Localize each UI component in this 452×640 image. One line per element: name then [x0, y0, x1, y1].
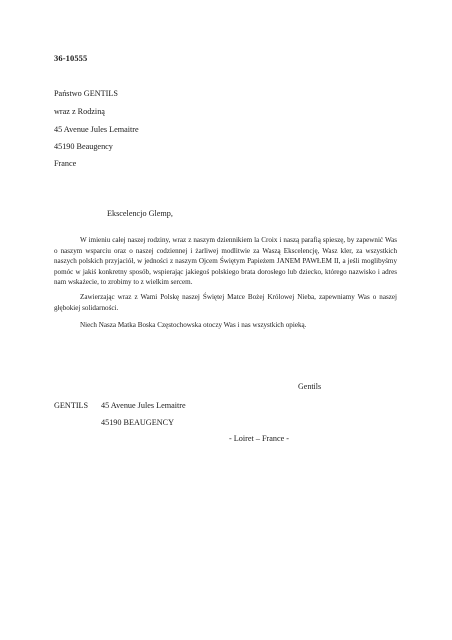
signature: Gentils — [298, 382, 322, 391]
body-paragraph-3: Niech Nasza Matka Boska Częstochowska otoczy Was i nas wszystkich opieką. — [80, 321, 307, 329]
recipient-country: France — [54, 159, 77, 168]
recipient-street: 45 Avenue Jules Lemaitre — [54, 125, 139, 134]
recipient-city: 45190 Beaugency — [54, 142, 113, 151]
body-paragraph-1: W imieniu całej naszej rodziny, wraz z naszym dziennikiem la Croix i naszą parafią spieszę, by zapewnić Was o naszym wsparciu oraz o naszej codziennej i żarliwej modlitwie za Waszą Ekscelencję, Wasz kler, za wszystkich naszych polskich przyjaciół, w jedności z naszym Ojcem Świętym Papieżem JANEM PAWŁEM II, a jeśli moglibyśmy pomóc w jakiś konkretny sposób, wspierając jakiegoś polskiego brata dorosłego lub dziecko, którego nazwisko i adres nam wskażecie, to zrobimy to z wielkim sercem. — [54, 236, 397, 287]
recipient-name: Państwo GENTILS — [54, 89, 118, 98]
sender-street: 45 Avenue Jules Lemaitre — [101, 401, 186, 410]
sender-region: - Loiret – France - — [229, 434, 290, 443]
sender-name: GENTILS — [54, 401, 89, 410]
sender-city: 45190 BEAUGENCY — [101, 418, 175, 427]
body-paragraph-2: Zawierzając wraz z Wami Polskę naszej Świętej Matce Bożej Królowej Nieba, zapewniamy Was o naszej głębokiej solidarności. — [54, 293, 397, 312]
recipient-line2: wraz z Rodziną — [54, 107, 105, 116]
reference-number: 36-10555 — [54, 53, 88, 63]
salutation: Ekscelencjo Glemp, — [107, 209, 173, 218]
